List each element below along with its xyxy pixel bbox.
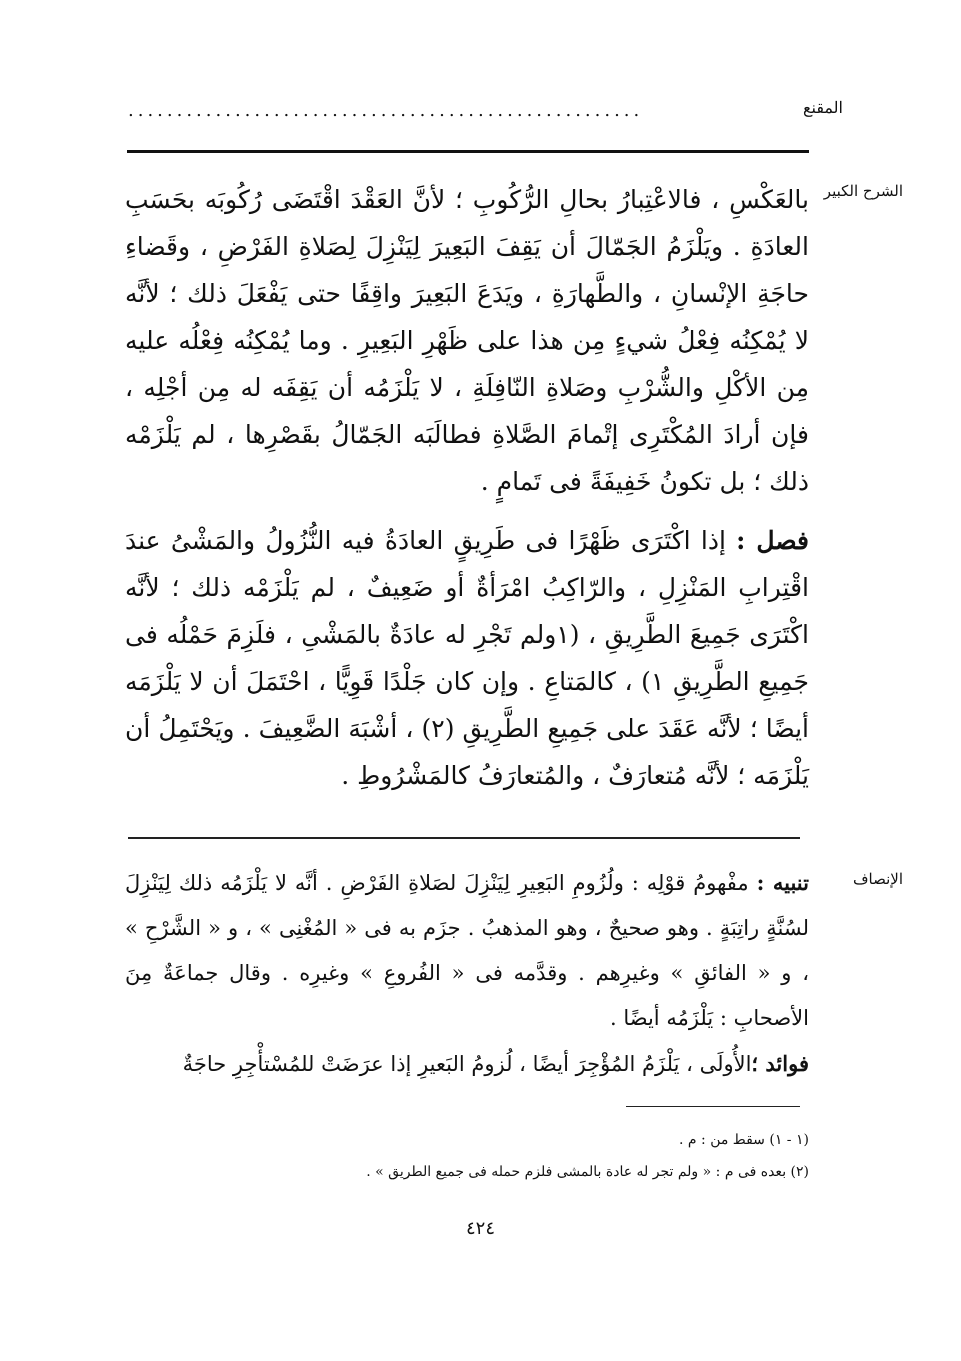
tanbih-text: مفْهومُ قوْلِه : ولُزُومِ البَعِيرِ لِيَنْزِلَ لصَلاةِ الفَرْضِ . أنَّه لا يَلْزَمُه ذلك لِيَنْزِلَ لسُنَّةٍ راتِبَةٍ . وهو صحيحٌ ، وهو المذهبُ . جزَم به فى « المُغْنِى » ، و « الشَّرْحِ » ، و « الفائقِ » وغيرِهم . وقدَّمه فى « الفُروعِ » وغيرِه . وقال جماعَةٌ مِنَ الأصحابِ : يَلْزَمُه أيضًا . xyxy=(125,871,809,1030)
tanbih-heading: تنبيه : xyxy=(756,870,809,895)
footnote-rule xyxy=(626,1106,800,1107)
footnote-2: (٢) بعده فى م : « ولم تجر له عادة بالمشى فلزم حمله فى جميع الطريق » . xyxy=(366,1164,809,1180)
insaf-label: الإنصاف xyxy=(852,870,903,888)
fawaid-heading: فوائد ؛ xyxy=(751,1051,809,1076)
footnotes xyxy=(125,1124,809,1188)
sharh-text-block xyxy=(125,176,809,799)
sharh-paragraph: بالعَكْسِ ، فالاعْتِبارُ بحالِ الرُّكُوبِ ؛ لأنَّ العَقْدَ اقْتَضَى رُكُوبَه بحَسَبِ العادَةِ . ويَلْزَمُ الجَمّالَ أن يَقِفَ البَعِيرَ لِيَنْزِلَ لِصَلاةِ الفَرْضِ ، وقَضاءِ حاجَةِ الإنْسانِ ، والطَّهارَةِ ، ويَدَعَ البَعِيرَ واقِفًا حتى يَفْعَلَ ذلك ؛ لأنَّه لا يُمْكِنُه فِعْلُ شيءٍ مِن هذا على ظَهْرِ البَعِيرِ . وما يُمْكِنُه فِعْلُه عليه مِن الأكْلِ والشُّرْبِ وصَلاةِ النّافِلَةِ ، لا يَلْزَمُه أن يَقِفَه له مِن أجْلِه ، فإن أرادَ المُكْتَرِى إتْمامَ الصَّلاةِ فطالَبَه الجَمّالُ بقَصْرِها ، لم يَلْزَمْه ذلك ؛ بل تكونُ خَفِيفَةً فى تَمامٍ . xyxy=(125,185,809,496)
page-number: ٤٢٤ xyxy=(465,1218,495,1239)
sharh-kabir-label: الشرح الكبير xyxy=(823,182,903,200)
tanbih-paragraph xyxy=(125,860,809,1041)
fawaid-text: الأُولَى ، يَلْزَمُ المُؤْجِرَ أيضًا ، لُزومُ البَعيرِ إذا عرَضَتْ للمُسْتأْجِرِ حاجَةٌ xyxy=(182,1052,752,1076)
insaf-text-block xyxy=(125,860,809,1087)
fasl-text: إذا اكْتَرَى ظَهْرًا فى طَرِيقٍ العادَةُ فيه النُّزُولُ والمَشْىُ عندَ اقْتِرابِ المَنْزِلِ ، والرّاكِبُ امْرَأةٌ أو ضَعِيفٌ ، لم يَلْزَمْه ذلك ؛ لأنَّه اكْتَرَى جَمِيعَ الطَّرِيقِ ، (١ولم تَجْرِ له عادَةٌ بالمَشْىِ ، فلَزِمَ حَمْلُه فى جَمِيعِ الطَّرِيقِ ١) ، كالمَتاعِ . وإن كان جَلْدًا قَوِيًّا ، احْتَمَلَ أن لا يَلْزَمَه أيضًا ؛ لأنَّه عَقَدَ على جَمِيعِ الطَّرِيقِ (٢) ، أشْبَهَ الضَّعِيفَ . ويَحْتَمِلُ أن يَلْزَمَه ؛ لأنَّه مُتعارَفٌ ، والمُتعارَفُ كالمَشْرُوطِ . xyxy=(125,526,810,790)
header-dot-leader: ..................................................... xyxy=(128,104,644,118)
fasl-paragraph xyxy=(125,517,809,799)
section-divider xyxy=(128,837,800,839)
header-rule xyxy=(127,150,809,153)
footnote-1: (١ - ١) سقط من : م . xyxy=(679,1132,809,1148)
fasl-heading: فصل : xyxy=(736,526,809,555)
fawaid-paragraph xyxy=(125,1041,809,1087)
running-title: المقنع xyxy=(802,98,843,117)
